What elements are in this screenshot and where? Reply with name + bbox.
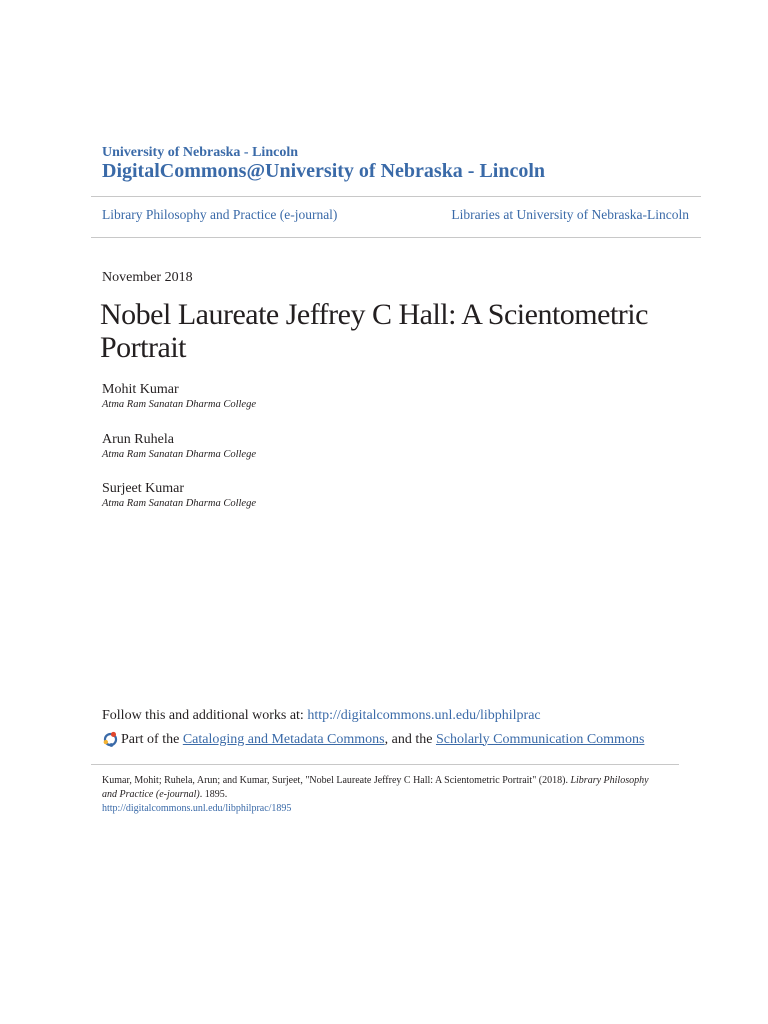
- part-of-prefix: Part of the: [121, 731, 183, 747]
- author-block: [102, 431, 256, 462]
- author-name: Arun Ruhela: [102, 432, 174, 447]
- part-of-line: [102, 731, 644, 748]
- citation-block: [102, 774, 662, 816]
- scholarly-commons-link[interactable]: Scholarly Communication Commons: [435, 731, 645, 747]
- citation-number: . 1895.: [199, 789, 228, 800]
- citation-text: Kumar, Mohit; Ruhela, Arun; and Kumar, Surjeet, "Nobel Laureate Jeffrey C Hall: A Scientometric Portrait" (2018).: [102, 775, 571, 786]
- follow-url-link[interactable]: http://digitalcommons.unl.edu/libphilprac: [307, 708, 541, 723]
- author-block: [102, 381, 256, 412]
- article-title: Nobel Laureate Jeffrey C Hall: A Scientometric Portrait: [100, 298, 648, 364]
- author-name: Surjeet Kumar: [102, 481, 185, 496]
- author-affiliation: Atma Ram Sanatan Dharma College: [102, 449, 256, 460]
- network-commons-icon: [102, 731, 119, 748]
- divider-footer: [91, 764, 679, 765]
- citation-journal: Library Philosophy and Practice (e-journal): [102, 775, 649, 800]
- author-affiliation: Atma Ram Sanatan Dharma College: [102, 498, 256, 509]
- citation-url-link[interactable]: http://digitalcommons.unl.edu/libphilprac/1895: [102, 803, 292, 814]
- author-affiliation: Atma Ram Sanatan Dharma College: [102, 399, 256, 410]
- follow-line: [102, 708, 541, 724]
- divider-top: [91, 196, 701, 197]
- follow-text: Follow this and additional works at:: [102, 708, 308, 723]
- institution-link-small[interactable]: University of Nebraska - Lincoln: [102, 145, 298, 160]
- journal-link[interactable]: Library Philosophy and Practice (e-journal): [102, 207, 338, 222]
- publication-date: November 2018: [102, 270, 193, 285]
- part-of-middle: , and the: [384, 731, 436, 747]
- author-name: Mohit Kumar: [102, 382, 179, 397]
- divider-nav: [91, 237, 701, 238]
- libraries-link[interactable]: Libraries at University of Nebraska-Lincoln: [451, 207, 689, 222]
- author-block: [102, 480, 256, 511]
- cataloging-commons-link[interactable]: Cataloging and Metadata Commons: [182, 731, 385, 747]
- institution-link-large[interactable]: DigitalCommons@University of Nebraska - Lincoln: [102, 160, 546, 182]
